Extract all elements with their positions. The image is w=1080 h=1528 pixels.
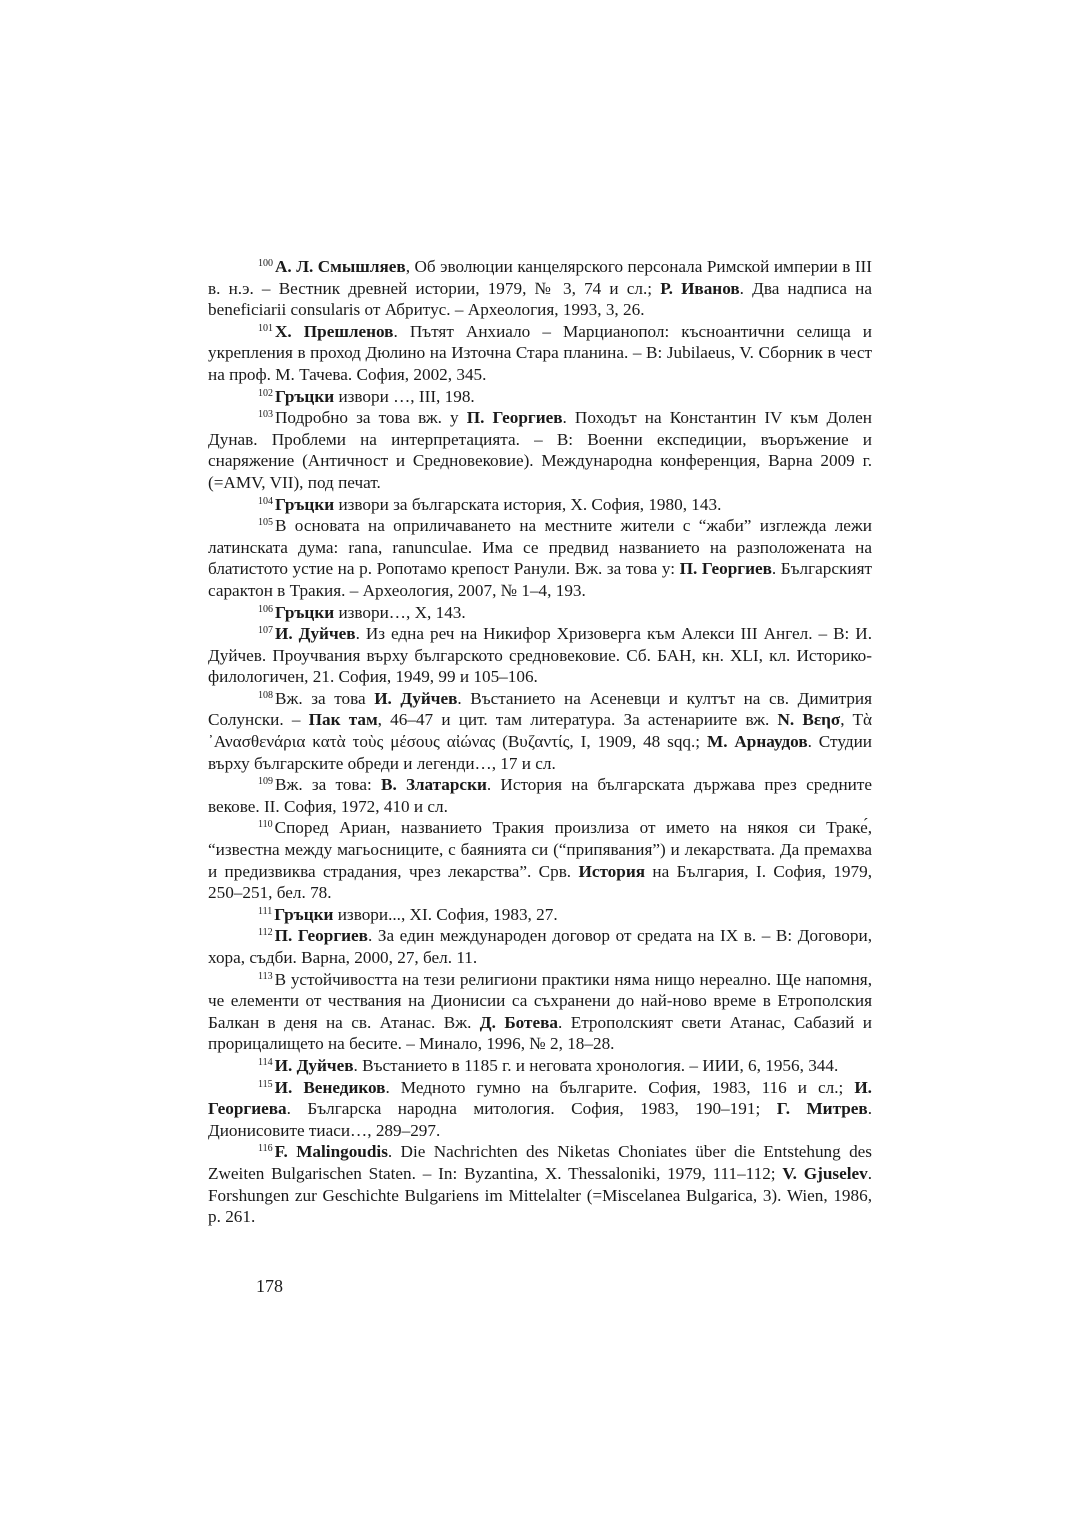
footnote-number: 102 (258, 387, 273, 399)
footnote-text: извори..., XI. София, 1983, 27. (333, 904, 558, 924)
footnote-100 (208, 256, 872, 321)
footnote-108 (208, 688, 872, 774)
footnotes-block (208, 256, 872, 1228)
author-name: М. Арнаудов (706, 732, 808, 752)
footnote-number: 110 (258, 819, 273, 831)
footnote-115 (208, 1077, 872, 1142)
footnote-text: . Die Nachrichten des Niketas Choniates über die Entstehung des Zweiten Bulgarischen Staten. – In: Byzantina, X. Thessaloniki, 1979, 111–112; (208, 1142, 872, 1183)
footnote-109 (208, 774, 872, 817)
author-name: Гръцки (275, 494, 335, 514)
author-name: П. Георгиев (466, 408, 563, 428)
author-name: Гръцки (275, 602, 335, 622)
author-name: Х. Прешленов (275, 321, 394, 341)
author-name: П. Георгиев (274, 926, 368, 946)
footnote-number: 116 (258, 1143, 273, 1155)
author-name: Ν. Βεησ (777, 710, 841, 730)
footnote-text: . Из една реч на Никифор Хризоверга към Алекси III Ангел. – В: И. Дуйчев. Проучвания върху българското средновековие. Сб. БАН, кн. XLI, кл. Историко-филологичен, 21. София, 1949, 99 и 105–106. (208, 624, 872, 687)
footnote-text: . Въстанието на Асеневци и култът на св. Димитрия Солунски. – (208, 688, 873, 730)
footnote-103 (208, 407, 872, 493)
footnote-114 (208, 1055, 872, 1077)
footnote-number: 105 (258, 517, 273, 529)
footnote-text: . За един международен договор от средата на IX в. – В: Договори, хора, съдби. Варна, 2000, 27, бел. 11. (208, 926, 872, 967)
author-name: А. Л. Смышляев (275, 257, 406, 276)
author-name: И. Дуйчев (274, 1055, 354, 1075)
author-name: И. Дуйчев (374, 688, 458, 708)
author-name: В. Златарски (380, 775, 487, 795)
footnote-111 (208, 904, 872, 926)
footnote-number: 111 (258, 905, 273, 917)
footnote-107 (208, 623, 872, 688)
footnote-113 (208, 969, 872, 1055)
footnote-text: . История на българската държава през средните векове. II. София, 1972, 410 и сл. (208, 775, 872, 816)
footnote-number: 101 (258, 322, 273, 334)
footnote-text: на България, I. София, 1979, 250–251, бел. 78. (208, 861, 872, 903)
footnote-number: 107 (258, 625, 273, 637)
author-name: И. Дуйчев (275, 624, 356, 644)
footnote-number: 113 (258, 970, 273, 982)
author-name: V. Gjuselev (782, 1163, 868, 1183)
author-name: Д. Ботева (479, 1012, 558, 1032)
footnote-number: 114 (258, 1056, 273, 1068)
footnote-101 (208, 321, 872, 386)
author-name: И. Венедиков (274, 1077, 386, 1097)
footnote-116 (208, 1141, 872, 1227)
footnote-text: . Студии върху българските обреди и легенди…, 17 и сл. (208, 732, 872, 773)
footnote-112 (208, 925, 872, 968)
footnote-text: . Походът на Константин IV към Долен Дунав. Проблеми на интерпретацията. – В: Военни експедиции, въоръжение и снаряжение (Античност и Средновековие). Международна конференция, Варна 2009 г. (=AMV, VII), под печат. (208, 408, 872, 492)
footnote-number: 109 (258, 776, 273, 788)
footnote-number: 112 (258, 927, 273, 939)
footnote-text: . Въстанието в 1185 г. и неговата хронология. – ИИИ, 6, 1956, 344. (353, 1055, 839, 1075)
author-name: Г. Митрев (776, 1099, 868, 1119)
footnote-text: . Българският сарактон в Тракия. – Археология, 2007, № 1–4, 193. (208, 559, 872, 600)
author-name: Гръцки (274, 904, 334, 924)
footnote-text: . Дионисовите тиаси…, 289–297. (208, 1099, 872, 1140)
author-name: Р. Иванов (660, 278, 740, 298)
footnote-104 (208, 494, 872, 516)
footnote-text: Според Ариан, названието Тракия произлиза от името на някоя си Траке́, “известна между магьосниците, с баянията си (“припявания”) и лекарствата. Да премахва и предизвиква страдания, чрез лекарства”. Срв. (208, 818, 872, 881)
footnote-text: . Пътят Анхиало – Марцианопол: късноантични селища и укрепления в проход Дюлино на Източна Стара планина. – В: Jubilaeus, V. Сборник в чест на проф. М. Тачева. София, 2002, 345. (208, 321, 872, 384)
footnote-text: , Τὰ ᾿Ανασθενάρια κατὰ τοὺς μέσους αἰώνας (Βυζαντίς, Ι, 1909, 48 sqq.; (208, 710, 872, 752)
footnote-text: Подробно за това вж. у (275, 408, 467, 428)
footnote-text: . Два надписа на beneficiarii consularis от Абритус. – Археология, 1993, 3, 26. (208, 278, 872, 320)
footnote-102 (208, 386, 872, 408)
footnote-text: , Об эволюции канцелярского персонала Римской империи в III в. н.э. – Вестник древней истории, 1979, № 3, 74 и сл.; (208, 257, 872, 298)
footnote-number: 115 (258, 1078, 273, 1090)
footnote-text: . Българска народна митология. София, 1983, 190–191; (286, 1099, 777, 1119)
footnote-text: . Етрополският свети Атанас, Сабазий и прорицалището на бесите. – Минало, 1996, № 2, 18–28. (208, 1012, 872, 1054)
author-name: И. Георгиева (208, 1077, 872, 1119)
footnote-text: . Forshungen zur Geschichte Bulgariens im Mittelalter (=Miscelanea Bulgarica, 3). Wien, 1986, p. 261. (208, 1163, 873, 1227)
footnote-number: 103 (258, 409, 273, 421)
footnote-text: Вж. за това: (275, 775, 381, 795)
footnote-number: 106 (258, 603, 273, 615)
footnote-text: В устойчивостта на тези религиони практики няма нищо нереално. Ще напомня, че елементи от чествания на Дионисии са съхранени до най-ново време в Етрополския Балкан в деня на св. Атанас. Вж. (208, 969, 872, 1032)
author-name: Гръцки (275, 386, 335, 406)
footnote-106 (208, 602, 872, 624)
footnote-text: извори …, III, 198. (334, 386, 475, 406)
footnote-text: . Медното гумно на българите. София, 1983, 116 и сл.; (385, 1077, 855, 1097)
footnote-text: извори за българската история, Х. София, 1980, 143. (334, 494, 722, 514)
footnote-text: извори…, X, 143. (334, 602, 466, 622)
footnote-number: 100 (258, 258, 273, 269)
footnote-text: , 46–47 и цит. там литература. За астенариите вж. (377, 710, 778, 730)
page-number: 178 (256, 1276, 283, 1296)
author-name: История (578, 861, 646, 881)
footnote-110 (208, 817, 872, 903)
footnote-text: В основата на оприличаването на местните жители с “жаби” изглежда лежи латинската дума: rana, ranunculae. Има се предвид названието на разположената на блатистото устие на р. Ропотамо крепост Ранули. Вж. за това у: (208, 516, 872, 579)
author-name: Пак там (308, 710, 378, 730)
author-name: П. Георгиев (679, 559, 772, 579)
author-name: F. Malingoudis (274, 1142, 388, 1162)
footnote-number: 108 (258, 689, 273, 701)
footnote-text: Вж. за това (275, 688, 375, 708)
footnote-105 (208, 515, 872, 601)
footnote-number: 104 (258, 495, 273, 507)
